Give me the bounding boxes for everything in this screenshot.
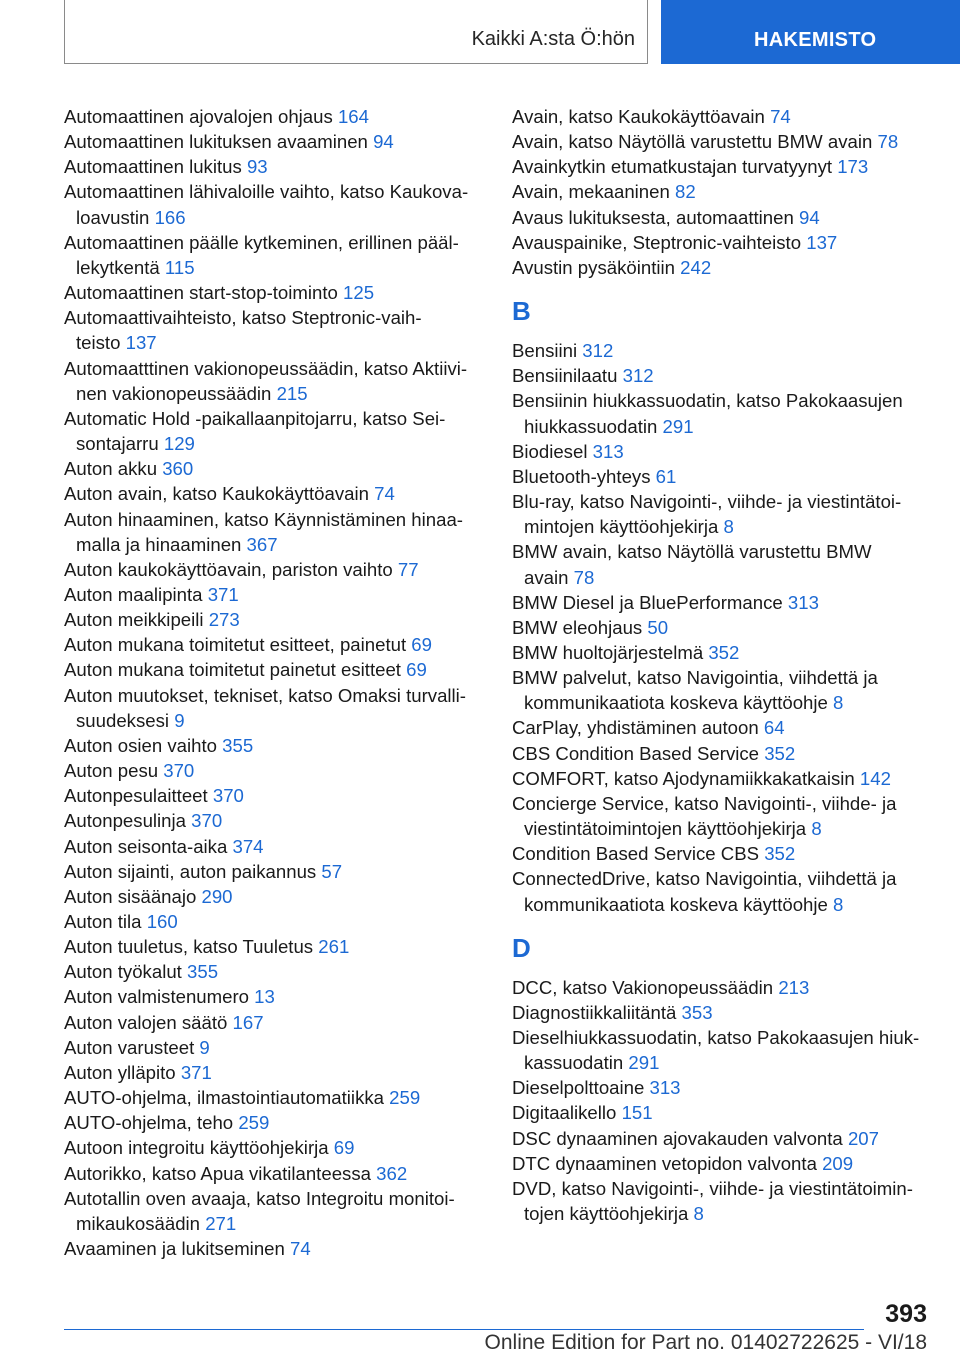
index-entry-text: Biodiesel bbox=[512, 440, 588, 462]
index-entry-text: Bluetooth-yhteys bbox=[512, 465, 651, 487]
page-link[interactable]: 74 bbox=[770, 106, 791, 127]
index-entry bbox=[64, 230, 484, 280]
index-entry bbox=[64, 582, 484, 607]
index-entry-text: Diagnostiikkaliitäntä bbox=[512, 1001, 677, 1023]
page-link[interactable]: 8 bbox=[833, 692, 844, 714]
page-link[interactable]: 271 bbox=[205, 1212, 237, 1234]
page-link[interactable]: 57 bbox=[321, 860, 343, 882]
index-column-right bbox=[512, 104, 932, 1226]
page-link[interactable]: 69 bbox=[406, 659, 427, 681]
index-entry bbox=[64, 607, 484, 632]
page-link[interactable]: 142 bbox=[859, 767, 891, 789]
page-link[interactable]: 370 bbox=[212, 785, 244, 807]
page-link[interactable]: 82 bbox=[674, 181, 696, 203]
index-entry-text: Auton akku bbox=[64, 458, 158, 480]
page-link[interactable]: 273 bbox=[208, 609, 240, 631]
index-entry-text: DVD, katso Navigointi-, viihde- ja viestintätoimin- tojen käyttöohjekirja bbox=[512, 1177, 913, 1225]
index-entry-text: Autorikko, katso Apua vikatilanteessa bbox=[64, 1162, 371, 1184]
index-entry bbox=[512, 1000, 932, 1025]
index-entry bbox=[512, 766, 932, 791]
index-entry-text: Automaattinen päälle kytkeminen, erillinen pääl- lekytkentä bbox=[64, 231, 459, 278]
index-entry bbox=[64, 179, 484, 229]
page-link[interactable]: 69 bbox=[333, 1137, 355, 1159]
page-link[interactable]: 353 bbox=[681, 1001, 713, 1023]
index-entry-text: Auton hinaaminen, katso Käynnistäminen hinaa- malla ja hinaaminen bbox=[64, 508, 463, 555]
page-link[interactable]: 352 bbox=[708, 641, 740, 663]
index-entry-text: CBS Condition Based Service bbox=[512, 742, 760, 764]
index-entry bbox=[512, 866, 932, 916]
index-entry bbox=[512, 464, 932, 489]
page-link[interactable]: 9 bbox=[199, 1036, 210, 1058]
page-link[interactable]: 129 bbox=[163, 433, 195, 455]
index-entry bbox=[64, 1035, 484, 1060]
index-entry-text: COMFORT, katso Ajodynamiikkakatkaisin bbox=[512, 767, 855, 789]
page-link[interactable]: 352 bbox=[764, 843, 796, 865]
index-entry bbox=[64, 909, 484, 934]
page-link[interactable]: 371 bbox=[180, 1061, 212, 1083]
index-entry bbox=[64, 1236, 484, 1261]
index-entry-text: Concierge Service, katso Navigointi-, viihde- ja viestintätoimintojen käyttöohjekirja bbox=[512, 792, 897, 840]
page-link[interactable]: 160 bbox=[146, 911, 178, 932]
page-link[interactable]: 360 bbox=[162, 458, 194, 480]
index-entry bbox=[64, 1085, 484, 1110]
index-entry bbox=[64, 305, 484, 355]
index-group-a bbox=[512, 104, 932, 280]
page-link[interactable]: 94 bbox=[799, 206, 820, 228]
page-link[interactable]: 164 bbox=[337, 106, 369, 127]
index-entry-text: Avustin pysäköintiin bbox=[512, 256, 675, 278]
index-entry-text: Auton meikkipeili bbox=[64, 609, 204, 631]
index-entry-text: AUTO-ohjelma, ilmastointiautomatiikka bbox=[64, 1087, 384, 1109]
index-entry bbox=[64, 280, 484, 305]
index-entry bbox=[512, 1075, 932, 1100]
index-entry bbox=[64, 934, 484, 959]
index-entry-text: Auton muutokset, tekniset, katso Omaksi turvalli- suudeksesi bbox=[64, 684, 466, 731]
page-link[interactable]: 125 bbox=[343, 282, 375, 304]
index-entry bbox=[64, 1060, 484, 1085]
page-link[interactable]: 259 bbox=[389, 1087, 421, 1109]
index-entry-text: Dieselhiukkassuodatin, katso Pakokaasujen hiuk- kassuodatin bbox=[512, 1027, 920, 1074]
index-entry-text: ConnectedDrive, katso Navigointia, viihdettä ja kommunikaatiota koskeva käyttöohje bbox=[512, 868, 897, 915]
index-entry-text: Auton osien vaihto bbox=[64, 734, 217, 756]
index-entry bbox=[64, 1010, 484, 1035]
index-entry bbox=[512, 665, 932, 715]
page-link[interactable]: 374 bbox=[232, 835, 264, 857]
page-link[interactable]: 367 bbox=[246, 533, 278, 555]
index-entry-text: DSC dynaaminen ajovakauden valvonta bbox=[512, 1127, 843, 1149]
index-entry bbox=[512, 104, 932, 129]
index-entry bbox=[512, 1151, 932, 1176]
page-link[interactable]: 290 bbox=[201, 885, 233, 907]
index-entry bbox=[512, 615, 932, 640]
page-link[interactable]: 69 bbox=[411, 634, 432, 656]
index-entry bbox=[512, 489, 932, 539]
index-entry bbox=[64, 984, 484, 1009]
page-link[interactable]: 312 bbox=[622, 365, 654, 387]
magnifier-icon[interactable] bbox=[0, 0, 26, 26]
page-link[interactable]: 355 bbox=[187, 961, 219, 983]
index-entry bbox=[512, 154, 932, 179]
page-link[interactable]: 371 bbox=[207, 583, 239, 605]
index-entry-text: DCC, katso Vakionopeussäädin bbox=[512, 976, 774, 998]
index-entry-text: Automaatttinen vakionopeussäädin, katso Aktiivi- nen vakionopeussäädin bbox=[64, 357, 468, 404]
index-entry bbox=[64, 657, 484, 682]
index-entry-text: Auton sisäänajo bbox=[64, 885, 197, 907]
index-entry-text: Auton tila bbox=[64, 911, 142, 932]
page-link[interactable]: 291 bbox=[628, 1052, 660, 1074]
page-link[interactable]: 209 bbox=[822, 1152, 854, 1174]
index-letter-d: D bbox=[512, 932, 531, 963]
index-entry-text: Auton seisonta-aika bbox=[64, 835, 228, 857]
index-entry bbox=[512, 388, 932, 438]
index-entry bbox=[64, 959, 484, 984]
index-entry-text: BMW huoltojärjestelmä bbox=[512, 641, 704, 663]
index-entry bbox=[512, 539, 932, 589]
index-entry-text: Avauspainike, Steptronic-vaihteisto bbox=[512, 231, 802, 253]
index-entry-text: Auton varusteet bbox=[64, 1036, 195, 1058]
index-entry bbox=[512, 590, 932, 615]
page-link[interactable]: 352 bbox=[764, 742, 796, 764]
index-entry bbox=[512, 1025, 932, 1075]
index-entry-text: BMW avain, katso Näytöllä varustettu BMW avain bbox=[512, 541, 872, 588]
index-entry bbox=[64, 1186, 484, 1236]
index-entry bbox=[64, 632, 484, 657]
index-entry bbox=[64, 859, 484, 884]
index-entry-text: Auton ylläpito bbox=[64, 1061, 176, 1083]
index-entry-text: Automaattinen lukituksen avaaminen bbox=[64, 131, 368, 153]
index-entry bbox=[64, 129, 484, 154]
index-entry-text: AUTO-ohjelma, teho bbox=[64, 1112, 234, 1134]
page-link[interactable]: 50 bbox=[647, 616, 669, 638]
index-entry bbox=[512, 1126, 932, 1151]
tab-a-to-z-label: Kaikki A:sta Ö:hön bbox=[471, 28, 635, 50]
index-entry bbox=[512, 205, 932, 230]
page-link[interactable]: 77 bbox=[397, 558, 419, 580]
index-entry-text: Avain, katso Näytöllä varustettu BMW avain bbox=[512, 131, 873, 153]
index-entry bbox=[64, 1110, 484, 1135]
page-link[interactable]: 94 bbox=[373, 131, 394, 153]
index-entry bbox=[512, 1176, 932, 1226]
index-entry bbox=[64, 1135, 484, 1160]
page-link[interactable]: 9 bbox=[174, 709, 185, 731]
index-entry bbox=[512, 179, 932, 204]
index-entry-text: Avaus lukituksesta, automaattinen bbox=[512, 206, 794, 228]
index-entry-text: Auton työkalut bbox=[64, 961, 182, 983]
footer-text: Online Edition for Part no. 01402722625 - VI/18 bbox=[484, 1331, 927, 1354]
index-column-left bbox=[64, 104, 484, 1261]
index-entry-text: Automaattinen lähivaloille vaihto, katso Kaukova- loavustin bbox=[64, 181, 469, 228]
page-link[interactable]: 93 bbox=[246, 156, 268, 178]
page-link[interactable]: 137 bbox=[806, 231, 838, 253]
page-link[interactable]: 151 bbox=[621, 1102, 653, 1124]
page-link[interactable]: 167 bbox=[232, 1011, 264, 1033]
index-entry-text: Auton pesu bbox=[64, 760, 159, 782]
page-link[interactable]: 8 bbox=[833, 893, 844, 915]
page-link[interactable]: 313 bbox=[787, 591, 819, 613]
tab-index-label: HAKEMISTO bbox=[754, 29, 877, 51]
page-link[interactable]: 215 bbox=[276, 382, 308, 404]
index-entry-text: Avainkytkin etumatkustajan turvatyynyt bbox=[512, 156, 833, 178]
index-entry bbox=[64, 733, 484, 758]
index-entry-text: BMW eleohjaus bbox=[512, 616, 643, 638]
page-link[interactable]: 213 bbox=[778, 976, 810, 998]
index-entry-text: Avain, katso Kaukokäyttöavain bbox=[512, 106, 765, 127]
page-link[interactable]: 115 bbox=[164, 256, 195, 278]
index-entry-text: CarPlay, yhdistäminen autoon bbox=[512, 717, 759, 739]
page-link[interactable]: 78 bbox=[573, 566, 595, 588]
index-entry-text: Auton kaukokäyttöavain, pariston vaihto bbox=[64, 558, 393, 580]
index-entry bbox=[512, 255, 932, 280]
index-entry bbox=[64, 356, 484, 406]
index-entry-text: Auton sijainti, auton paikannus bbox=[64, 860, 317, 882]
index-entry bbox=[64, 481, 484, 506]
index-entry-text: Bensiinilaatu bbox=[512, 365, 618, 387]
index-group-b bbox=[512, 338, 932, 917]
index-entry bbox=[512, 841, 932, 866]
index-entry-text: BMW palvelut, katso Navigointia, viihdettä ja kommunikaatiota koskeva käyttöohje bbox=[512, 667, 878, 714]
page-link[interactable]: 242 bbox=[680, 256, 712, 278]
index-entry-text: Avain, mekaaninen bbox=[512, 181, 670, 203]
index-entry-text: Automaattinen ajovalojen ohjaus bbox=[64, 106, 333, 127]
index-entry-text: Avaaminen ja lukitseminen bbox=[64, 1238, 285, 1260]
index-entry-text: Auton mukana toimitetut esitteet, painetut bbox=[64, 634, 407, 656]
tab-a-to-z[interactable] bbox=[64, 0, 648, 64]
index-entry bbox=[64, 456, 484, 481]
index-entry-text: Automaattinen start-stop-toiminto bbox=[64, 282, 338, 304]
page-link[interactable]: 355 bbox=[222, 734, 254, 756]
index-entry-text: Auton avain, katso Kaukokäyttöavain bbox=[64, 483, 369, 505]
index-entry bbox=[512, 1100, 932, 1125]
page-link[interactable]: 78 bbox=[877, 131, 899, 153]
tab-index[interactable] bbox=[661, 0, 960, 64]
page-link[interactable]: 74 bbox=[374, 483, 395, 505]
index-entry-text: Automaattinen lukitus bbox=[64, 156, 242, 178]
page-link[interactable]: 8 bbox=[693, 1203, 704, 1225]
index-entry bbox=[512, 439, 932, 464]
index-entry-text: Automatic Hold -paikallaanpitojarru, katso Sei- sontajarru bbox=[64, 407, 446, 455]
page-link[interactable]: 207 bbox=[847, 1127, 879, 1149]
page-link[interactable]: 173 bbox=[837, 156, 869, 178]
page-link[interactable]: 370 bbox=[191, 810, 223, 832]
index-entry-text: Auton valojen säätö bbox=[64, 1011, 228, 1033]
index-letter-b: B bbox=[512, 296, 531, 327]
index-entry-text: Auton valmistenumero bbox=[64, 986, 249, 1008]
page-link[interactable]: 61 bbox=[655, 465, 677, 487]
index-entry bbox=[64, 808, 484, 833]
tab-bar bbox=[0, 0, 960, 66]
index-entry bbox=[512, 363, 932, 388]
index-entry bbox=[64, 104, 484, 129]
index-entry-text: Autonpesulaitteet bbox=[64, 785, 208, 807]
page-link[interactable]: 8 bbox=[723, 516, 734, 538]
index-entry bbox=[512, 230, 932, 255]
index-entry bbox=[64, 1161, 484, 1186]
index-entry-text: Bensiinin hiukkassuodatin, katso Pakokaasujen hiukkassuodatin bbox=[512, 390, 903, 437]
page-link[interactable]: 259 bbox=[238, 1112, 270, 1134]
index-entry bbox=[512, 338, 932, 363]
index-entry bbox=[64, 783, 484, 808]
page-link[interactable]: 313 bbox=[649, 1077, 681, 1099]
page-number: 393 bbox=[885, 1300, 927, 1328]
index-entry-text: Condition Based Service CBS bbox=[512, 843, 760, 865]
index-entry bbox=[64, 834, 484, 859]
index-entry-text: Bensiini bbox=[512, 340, 578, 362]
page-link[interactable]: 291 bbox=[662, 415, 694, 437]
index-entry-text: Dieselpolttoaine bbox=[512, 1077, 645, 1099]
page-link[interactable]: 74 bbox=[290, 1238, 311, 1260]
page-link[interactable]: 313 bbox=[592, 440, 624, 462]
index-entry bbox=[64, 154, 484, 179]
index-entry-text: Automaattivaihteisto, katso Steptronic-vaih- teisto bbox=[64, 307, 422, 354]
index-entry bbox=[64, 683, 484, 733]
page-link[interactable]: 370 bbox=[163, 760, 195, 782]
page-link[interactable]: 13 bbox=[254, 986, 275, 1008]
index-entry bbox=[64, 406, 484, 456]
index-group-d bbox=[512, 975, 932, 1227]
index-entry-text: Auton tuuletus, katso Tuuletus bbox=[64, 936, 314, 958]
page-link[interactable]: 166 bbox=[154, 206, 186, 228]
page-link[interactable]: 261 bbox=[318, 936, 350, 958]
page-link[interactable]: 362 bbox=[376, 1162, 408, 1184]
index-entry-text: Digitaalikello bbox=[512, 1102, 617, 1124]
index-entry bbox=[64, 507, 484, 557]
index-entry bbox=[512, 791, 932, 841]
index-entry-text: DTC dynaaminen vetopidon valvonta bbox=[512, 1152, 817, 1174]
index-entry bbox=[64, 758, 484, 783]
page-link[interactable]: 312 bbox=[582, 340, 614, 362]
index-entry bbox=[512, 975, 932, 1000]
index-entry bbox=[512, 715, 932, 740]
index-entry-text: Auton mukana toimitetut painetut esitteet bbox=[64, 659, 401, 681]
page-link[interactable]: 64 bbox=[763, 717, 785, 739]
page-link[interactable]: 8 bbox=[811, 818, 822, 840]
index-entry bbox=[64, 557, 484, 582]
index-entry bbox=[64, 884, 484, 909]
index-entry-text: Autoon integroitu käyttöohjekirja bbox=[64, 1137, 329, 1159]
index-entry-text: Autonpesulinja bbox=[64, 810, 186, 832]
index-entry bbox=[512, 129, 932, 154]
index-entry bbox=[512, 640, 932, 665]
page-link[interactable]: 137 bbox=[125, 332, 157, 354]
index-entry-text: Blu-ray, katso Navigointi-, viihde- ja viestintätoi- mintojen käyttöohjekirja bbox=[512, 491, 902, 538]
index-entry-text: BMW Diesel ja BluePerformance bbox=[512, 591, 783, 613]
index-entry-text: Autotallin oven avaaja, katso Integroitu monitoi- mikaukosäädin bbox=[64, 1187, 455, 1234]
index-entry bbox=[512, 741, 932, 766]
footer-rule bbox=[64, 1329, 864, 1330]
index-entry-text: Auton maalipinta bbox=[64, 583, 203, 605]
